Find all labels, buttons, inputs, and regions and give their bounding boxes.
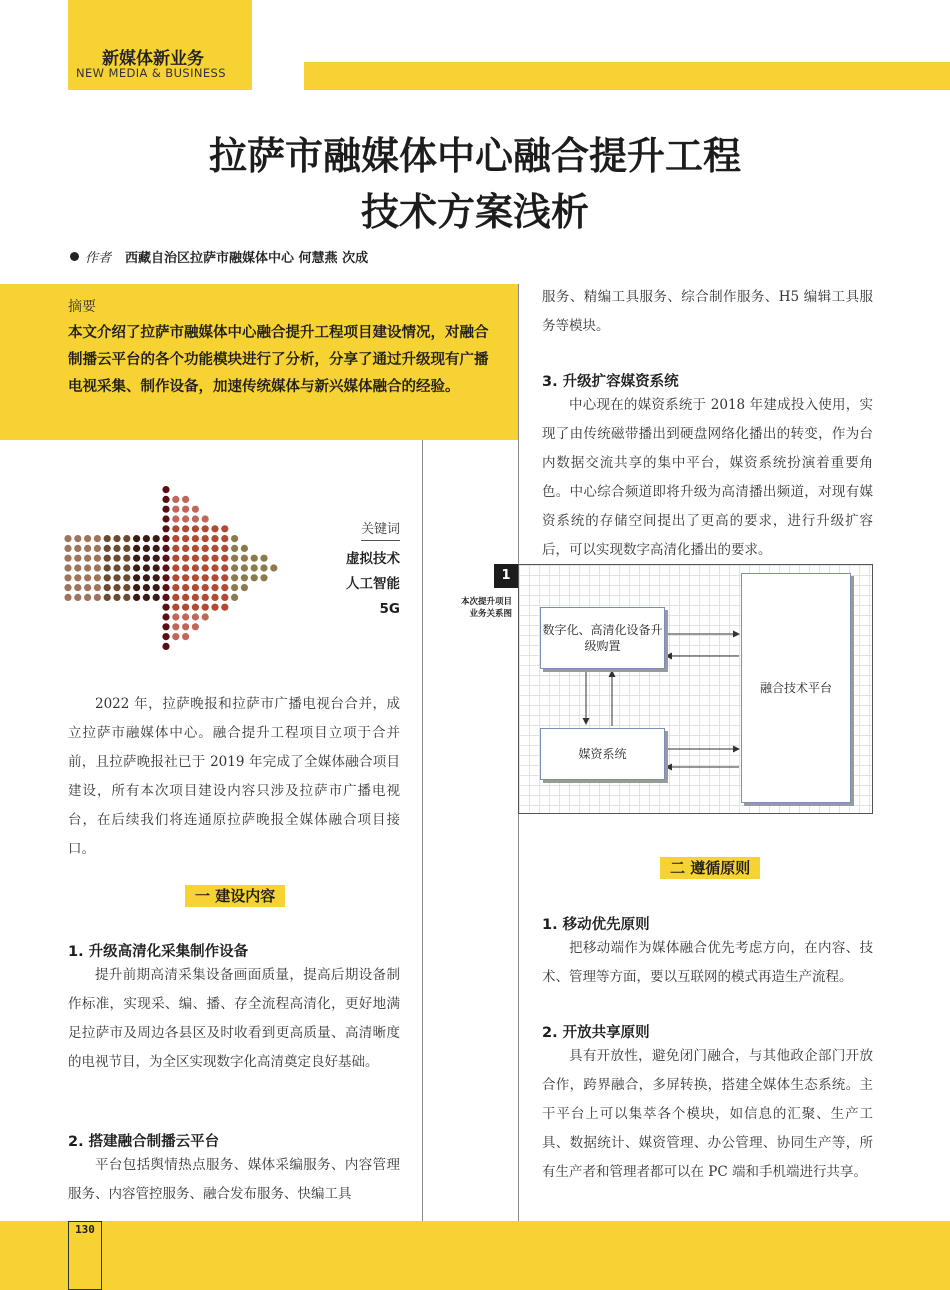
arrow-dot	[172, 525, 179, 532]
arrow-dot	[162, 515, 169, 522]
arrow-dot	[74, 594, 81, 601]
keywords-heading: 关键词	[361, 518, 400, 541]
arrow-dot	[133, 574, 140, 581]
column-divider-right-top	[518, 284, 519, 564]
paragraph-sub3: 中心现在的媒资系统于 2018 年建成投入使用，实现了由传统磁带播出到硬盘网络化播出的转变，作为台内数据交流共享的集中平台，媒资系统扮演着重要角色。中心综合频道即将升级为高清播出频道，对现有媒资系统的存储空间提出了更高的要求，进行升级扩容后，可以实现数字高清化播出的要求。	[542, 397, 873, 558]
arrow-dot	[123, 555, 130, 562]
arrow-dot	[162, 564, 169, 571]
arrow-dot	[143, 555, 150, 562]
arrow-dot	[104, 594, 111, 601]
arrow-dot	[104, 535, 111, 542]
abstract-text: 本文介绍了拉萨市融媒体中心融合提升工程项目建设情况，对融合制播云平台的各个功能模块进行了分析，分享了通过升级现有广播电视采集、制作设备，加速传统媒体与新兴媒体融合的经验。	[68, 325, 489, 395]
arrow-dot	[241, 555, 248, 562]
figure-caption-line: 业务关系图	[469, 609, 512, 619]
arrow-dot	[94, 535, 101, 542]
arrow-dot	[251, 555, 258, 562]
arrow-dot	[221, 545, 228, 552]
arrow-dot	[221, 594, 228, 601]
principle-1-title: 1. 移动优先原则	[542, 917, 650, 933]
arrow-dot	[192, 506, 199, 513]
footer-bar	[0, 1221, 950, 1290]
arrow-dot	[94, 564, 101, 571]
arrow-dot	[221, 604, 228, 611]
arrow-dot	[211, 555, 218, 562]
arrow-dot	[192, 613, 199, 620]
arrow-dot	[64, 594, 71, 601]
subheading-2: 2. 搭建融合制播云平台	[68, 1134, 220, 1150]
arrow-dot	[172, 545, 179, 552]
arrow-dot	[162, 594, 169, 601]
arrow-dot	[162, 604, 169, 611]
arrow-dot	[172, 574, 179, 581]
arrow-dot	[162, 555, 169, 562]
arrow-dot	[202, 604, 209, 611]
arrow-dot	[172, 535, 179, 542]
keyword-item: 虚拟技术	[346, 551, 400, 567]
arrow-dot	[172, 555, 179, 562]
arrow-dot	[211, 564, 218, 571]
arrow-dot	[153, 564, 160, 571]
arrow-dot	[192, 594, 199, 601]
arrow-dot	[182, 506, 189, 513]
arrow-dot	[211, 574, 218, 581]
arrow-dot	[172, 496, 179, 503]
arrow-dot	[94, 584, 101, 591]
title-line-1: 拉萨市融媒体中心融合提升工程	[208, 134, 741, 178]
arrow-dot	[84, 555, 91, 562]
arrow-dot	[74, 574, 81, 581]
section-heading-2: 二 遵循原则	[660, 857, 760, 879]
arrow-dot	[202, 545, 209, 552]
arrow-dot	[123, 545, 130, 552]
arrow-dot	[104, 555, 111, 562]
keywords-block	[320, 518, 400, 622]
arrow-dot	[172, 604, 179, 611]
arrow-dot	[182, 545, 189, 552]
arrow-dot	[221, 535, 228, 542]
arrow-dot	[123, 564, 130, 571]
arrow-dot	[182, 515, 189, 522]
arrow-dot	[182, 604, 189, 611]
arrow-dot	[153, 584, 160, 591]
arrow-dot	[251, 574, 258, 581]
arrow-dot	[84, 594, 91, 601]
arrow-dot	[143, 584, 150, 591]
column-divider-right-bottom	[518, 814, 519, 1221]
arrow-dot	[64, 564, 71, 571]
arrow-dot	[162, 574, 169, 581]
arrow-dot	[133, 584, 140, 591]
arrow-dot	[182, 555, 189, 562]
arrow-dot	[153, 594, 160, 601]
arrow-dot	[221, 525, 228, 532]
section-heading-1: 一 建设内容	[185, 885, 285, 907]
arrow-dot	[162, 613, 169, 620]
arrow-dot	[211, 525, 218, 532]
arrow-dot	[162, 535, 169, 542]
arrow-dot	[202, 555, 209, 562]
arrow-dot	[84, 535, 91, 542]
arrow-dot	[113, 584, 120, 591]
arrow-dot	[172, 623, 179, 630]
arrow-dot	[84, 574, 91, 581]
header-bar	[304, 62, 950, 90]
arrow-dot	[221, 564, 228, 571]
box-media-asset-system: 媒资系统	[540, 728, 665, 780]
arrow-dot	[74, 555, 81, 562]
arrow-dot	[182, 584, 189, 591]
principle-1-text: 把移动端作为媒体融合优先考虑方向，在内容、技术、管理等方面，要以互联网的模式再造生产流程。	[542, 940, 873, 985]
arrow-dot	[182, 564, 189, 571]
arrow-dot	[74, 584, 81, 591]
intro-paragraph: 2022 年，拉萨晚报和拉萨市广播电视台合并，成立拉萨市融媒体中心。融合提升工程项目立项于合并前，且拉萨晚报社已于 2019 年完成了全媒体融合项目建设，所有本次项目建设内容只涉及拉萨市广播电视台，在后续我们将连通原拉萨晚报全媒体融合项目接口。	[68, 696, 400, 857]
article-title	[0, 128, 950, 240]
arrow-dot	[211, 604, 218, 611]
arrow-dot	[231, 584, 238, 591]
arrow-dot	[64, 574, 71, 581]
arrow-dot	[162, 545, 169, 552]
arrow-dot	[241, 545, 248, 552]
arrow-dot	[221, 584, 228, 591]
arrow-dot	[202, 535, 209, 542]
arrow-dot	[84, 584, 91, 591]
arrow-dot	[143, 545, 150, 552]
arrow-dot	[64, 584, 71, 591]
arrow-dot	[192, 564, 199, 571]
arrow-dot	[162, 633, 169, 640]
arrow-dot	[251, 564, 258, 571]
arrow-dot	[192, 545, 199, 552]
abstract-heading: 摘要	[68, 299, 96, 315]
arrow-dot	[211, 535, 218, 542]
arrow-dot	[172, 594, 179, 601]
keyword-item: 5G	[379, 601, 400, 617]
arrow-dot	[113, 535, 120, 542]
arrow-dot	[192, 623, 199, 630]
arrow-dot	[211, 594, 218, 601]
paragraph-continued: 服务、精编工具服务、综合制作服务、H5 编辑工具服务等模块。	[542, 289, 873, 334]
arrow-dot	[202, 574, 209, 581]
arrow-dot	[202, 525, 209, 532]
arrow-dot	[113, 545, 120, 552]
arrow-dots-graphic	[62, 482, 292, 654]
page-number: 130	[68, 1221, 102, 1290]
arrow-dot	[153, 545, 160, 552]
arrow-dot	[172, 584, 179, 591]
arrow-dot	[123, 574, 130, 581]
arrow-dot	[182, 574, 189, 581]
arrow-dot	[133, 545, 140, 552]
arrow-dot	[260, 564, 267, 571]
column-divider-left	[422, 440, 423, 1221]
arrow-dot	[84, 564, 91, 571]
arrow-dot	[64, 555, 71, 562]
arrow-dot	[221, 574, 228, 581]
section-tag	[68, 0, 252, 90]
arrow-dot	[172, 515, 179, 522]
arrow-dot	[162, 496, 169, 503]
arrow-dot	[241, 584, 248, 591]
figure-caption	[440, 596, 512, 620]
arrow-dot	[241, 564, 248, 571]
arrow-dot	[182, 594, 189, 601]
arrow-dot	[231, 594, 238, 601]
arrow-dot	[231, 564, 238, 571]
arrow-dot	[162, 584, 169, 591]
arrow-dot	[123, 594, 130, 601]
arrow-dot	[104, 574, 111, 581]
arrow-dot	[192, 584, 199, 591]
arrow-dot	[192, 525, 199, 532]
byline	[70, 247, 368, 266]
business-relationship-diagram	[518, 564, 873, 814]
arrow-dot	[94, 555, 101, 562]
arrow-dot	[153, 574, 160, 581]
arrow-dot	[241, 574, 248, 581]
arrow-dot	[133, 564, 140, 571]
arrow-dot	[84, 545, 91, 552]
arrow-dot	[113, 574, 120, 581]
arrow-dot	[94, 545, 101, 552]
arrow-dot	[211, 545, 218, 552]
arrow-dot	[113, 564, 120, 571]
arrow-dot	[260, 555, 267, 562]
arrow-dot	[162, 643, 169, 650]
arrow-dot	[162, 506, 169, 513]
arrow-dot	[192, 604, 199, 611]
arrow-dot	[231, 555, 238, 562]
arrow-dot	[192, 555, 199, 562]
arrow-dot	[133, 535, 140, 542]
arrow-dot	[143, 535, 150, 542]
arrow-dot	[182, 613, 189, 620]
arrow-dot	[192, 535, 199, 542]
arrow-dot	[202, 594, 209, 601]
paragraph-sub1: 提升前期高清采集设备画面质量，提高后期设备制作标准，实现采、编、播、存全流程高清化，更好地满足拉萨市及周边各县区及时收看到更高质量、高清晰度的电视节目，为全区实现数字化高清奠定良好基础。	[68, 967, 400, 1070]
arrow-dot	[192, 515, 199, 522]
arrow-dot	[104, 545, 111, 552]
byline-authors: 西藏自治区拉萨市融媒体中心 何慧燕 次成	[125, 251, 369, 266]
arrow-dot	[153, 555, 160, 562]
arrow-dot	[270, 564, 277, 571]
arrow-dot	[74, 564, 81, 571]
arrow-dot	[182, 633, 189, 640]
arrow-dot	[162, 525, 169, 532]
arrow-dot	[133, 555, 140, 562]
arrow-dot	[231, 574, 238, 581]
arrow-dot	[143, 594, 150, 601]
arrow-dot	[202, 584, 209, 591]
arrow-dot	[143, 574, 150, 581]
arrow-dot	[231, 535, 238, 542]
arrow-dot	[182, 496, 189, 503]
paragraph-sub2: 平台包括舆情热点服务、媒体采编服务、内容管理服务、内容管控服务、融合发布服务、快编工具	[68, 1157, 400, 1202]
keyword-item: 人工智能	[346, 576, 400, 592]
arrow-dot	[202, 613, 209, 620]
arrow-dot	[133, 594, 140, 601]
arrow-dot	[64, 535, 71, 542]
arrow-dot	[123, 535, 130, 542]
arrow-dot	[172, 633, 179, 640]
principle-2-title: 2. 开放共享原则	[542, 1025, 650, 1041]
arrow-dot	[182, 623, 189, 630]
arrow-dot	[113, 555, 120, 562]
arrow-dot	[162, 486, 169, 493]
arrow-dot	[143, 564, 150, 571]
arrow-dot	[221, 555, 228, 562]
arrow-dot	[192, 574, 199, 581]
subheading-3: 3. 升级扩容媒资系统	[542, 374, 679, 390]
arrow-dot	[162, 623, 169, 630]
arrow-dot	[74, 535, 81, 542]
arrow-dot	[74, 545, 81, 552]
section-name-en: NEW MEDIA & BUSINESS	[76, 66, 226, 80]
arrow-dot	[172, 506, 179, 513]
arrow-dot	[104, 584, 111, 591]
arrow-dot	[104, 564, 111, 571]
arrow-dot	[202, 515, 209, 522]
figure-number: 1	[494, 564, 518, 588]
abstract-box	[0, 284, 518, 440]
bullet-icon	[70, 252, 79, 261]
arrow-dot	[64, 545, 71, 552]
arrow-dot	[231, 545, 238, 552]
arrow-dot	[123, 584, 130, 591]
arrow-dot	[211, 584, 218, 591]
arrow-dot	[202, 564, 209, 571]
arrow-dot	[113, 594, 120, 601]
arrow-dot	[94, 594, 101, 601]
arrow-dot	[182, 525, 189, 532]
arrow-dot	[172, 613, 179, 620]
byline-label: 作者	[85, 251, 112, 266]
arrow-dot	[182, 535, 189, 542]
arrow-dot	[94, 574, 101, 581]
subheading-1: 1. 升级高清化采集制作设备	[68, 944, 249, 960]
principle-2-text: 具有开放性，避免闭门融合，与其他政企部门开放合作，跨界融合，多屏转换，搭建全媒体生态系统。主干平台上可以集萃各个模块，如信息的汇聚、生产工具、数据统计、媒资管理、办公管理、协同生产等，所有生产者和管理者都可以在 PC 端和手机端进行共享。	[542, 1048, 873, 1180]
arrow-dot	[172, 564, 179, 571]
arrow-dot	[260, 574, 267, 581]
title-line-2: 技术方案浅析	[360, 190, 589, 234]
box-device-upgrade: 数字化、高清化设备升级购置	[540, 607, 665, 669]
section-name: 新媒体新业务	[102, 49, 204, 69]
figure-caption-line: 本次提升项目	[460, 597, 512, 607]
arrow-dot	[153, 535, 160, 542]
box-integration-platform: 融合技术平台	[741, 573, 851, 803]
